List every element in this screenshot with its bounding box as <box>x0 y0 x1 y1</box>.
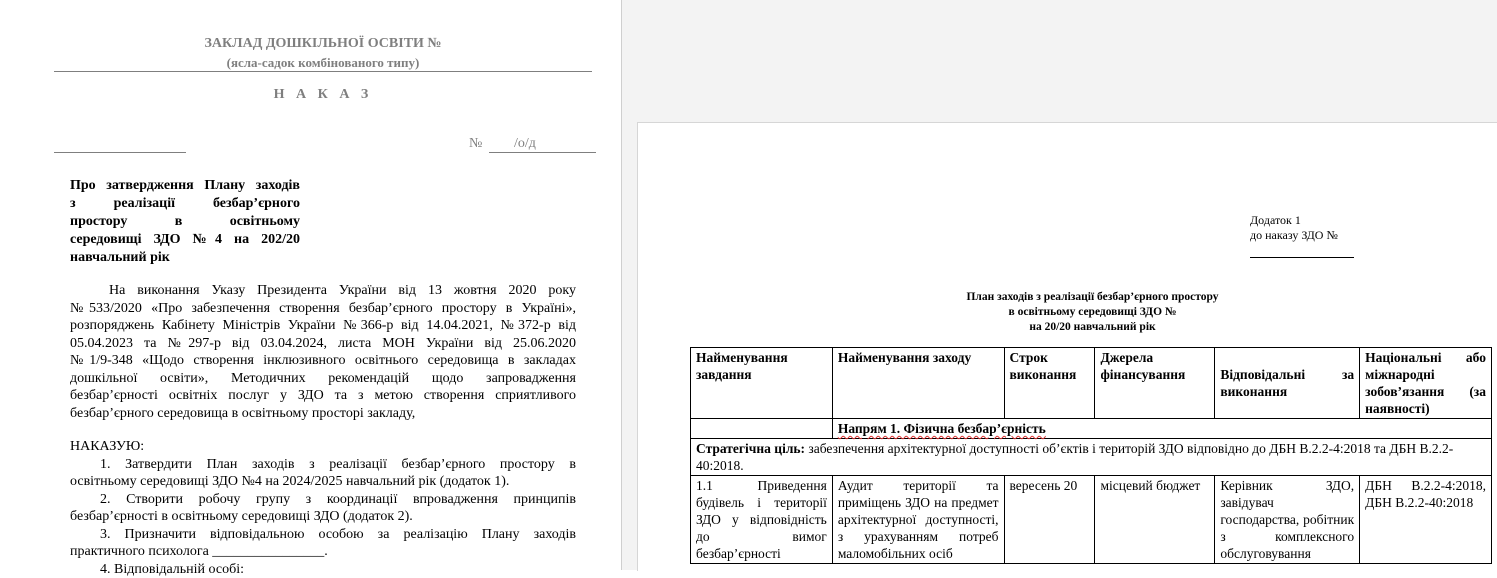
order-subject <box>70 177 300 267</box>
annex-blank-line <box>1250 257 1354 258</box>
header-cell: Найменування заходу <box>832 348 1004 419</box>
body-line: розпоряджень Кабінету Міністрів України №366-р від 14.04.2021, №372-р від <box>70 317 576 335</box>
direction-cell <box>832 419 1491 439</box>
body-line: №1/9-348 «Щодо створення інклюзивного освітнього середовища в закладах <box>70 352 576 370</box>
plan-table <box>690 347 1492 564</box>
subject-line: простору в освітньому <box>70 213 300 231</box>
date-blank-line <box>54 152 186 153</box>
order-item-line: 2. Створити робочу групу з координації впровадження принципів <box>70 491 576 509</box>
strategic-goal-row <box>691 439 1492 476</box>
plan-title-line: в освітньому середовищі ЗДО № <box>940 305 1245 320</box>
annex-line2: до наказу ЗДО № <box>1250 228 1338 243</box>
header-cell: Відповідальні за виконання <box>1215 348 1360 419</box>
body-line: дошкільної освіти», Методичних рекомендацій щодо запровадження <box>70 370 576 388</box>
body-line: На виконання Указу Президента України від 13 жовтня 2020 року <box>70 282 576 300</box>
body-line: безбар’єрного середовища в освітньому просторі закладу, <box>70 405 576 423</box>
institution-type: (ясла-садок комбінованого типу) <box>54 55 592 71</box>
funding-cell: місцевий бюджет <box>1095 476 1215 564</box>
term-cell: вересень 20 <box>1004 476 1095 564</box>
subject-line: навчальний рік <box>70 249 300 267</box>
header-divider <box>54 71 592 72</box>
measure-cell: Аудит території та приміщень ЗДО на предмет архітектурної доступності, з урахуванням потреб маломобільних осіб <box>832 476 1004 564</box>
header-cell: Національні або міжнародні зобов’язання (за наявності) <box>1360 348 1492 419</box>
subject-line: середовищі ЗДО №4 на 202/20 <box>70 231 300 249</box>
order-item-line: безбар’єрності в освітньому середовищі ЗДО (додаток 2). <box>70 508 576 526</box>
responsible-cell: Керівник ЗДО, завідувач господарства, робітник з комплексного обслуговування <box>1215 476 1360 564</box>
body-line: безбар’єрності освітніх послуг у ЗДО та з метою створення сприятливого <box>70 387 576 405</box>
subject-line: Про затвердження Плану заходів <box>70 177 300 195</box>
table-header-row <box>691 348 1492 419</box>
order-body <box>70 282 576 578</box>
annex-line1: Додаток 1 <box>1250 213 1338 228</box>
header-cell: Джерела фінансування <box>1095 348 1215 419</box>
order-item-line: 1. Затвердити План заходів з реалізації безбар’єрного простору в <box>70 456 576 474</box>
order-item-line: 3. Призначити відповідальною особою за реалізацію Плану заходів <box>70 526 576 544</box>
number-sign: № <box>469 136 482 152</box>
order-heading: Н А К А З <box>54 87 592 103</box>
header-cell: Строк виконання <box>1004 348 1095 419</box>
order-item-line: 4. Відповідальній особі: <box>70 561 576 578</box>
strategic-goal-label: Стратегічна ціль: <box>696 441 805 456</box>
order-item-line: практичного психолога ________________. <box>70 543 576 561</box>
empty-cell <box>691 419 833 439</box>
subject-line: з реалізації безбар’єрного <box>70 195 300 213</box>
direction-row <box>691 419 1492 439</box>
table-row <box>691 476 1492 564</box>
task-cell: 1.1 Приведення будівель і території ЗДО у відповідність до вимог безбар’єрності <box>691 476 833 564</box>
body-line: 05.04.2023 та №297-р від 03.04.2024, листа МОН України від 25.06.2020 <box>70 335 576 353</box>
annex-label <box>1250 213 1338 243</box>
number-blank-line <box>489 152 596 153</box>
strategic-goal-cell <box>691 439 1492 476</box>
left-document-page <box>0 0 622 570</box>
obligations-cell: ДБН В.2.2-4:2018, ДБН В.2.2-40:2018 <box>1360 476 1492 564</box>
order-item-line: освітньому середовищі ЗДО №4 на 2024/2025 навчальний рік (додаток 1). <box>70 473 576 491</box>
direction-text: Напрям 1. Фізична безбар’єрність <box>838 421 1046 436</box>
nakazuyu-heading: НАКАЗУЮ: <box>70 438 576 456</box>
body-line: №533/2020 «Про забезпечення створення безбар’єрного простору в Україні», <box>70 300 576 318</box>
institution-name: ЗАКЛАД ДОШКІЛЬНОЇ ОСВІТИ № <box>54 36 592 52</box>
strategic-goal-text: забезпечення архітектурної доступності об’єктів і територій ЗДО відповідно до ДБН В.2.2-4:2018 та ДБН В.2.2-40:2018. <box>696 441 1453 473</box>
plan-title-line: План заходів з реалізації безбар’єрного простору <box>940 290 1245 305</box>
plan-title <box>940 290 1245 335</box>
header-cell: Найменування завдання <box>691 348 833 419</box>
number-suffix: /о/д <box>514 136 536 152</box>
plan-title-line: на 20/20 навчальний рік <box>940 320 1245 335</box>
